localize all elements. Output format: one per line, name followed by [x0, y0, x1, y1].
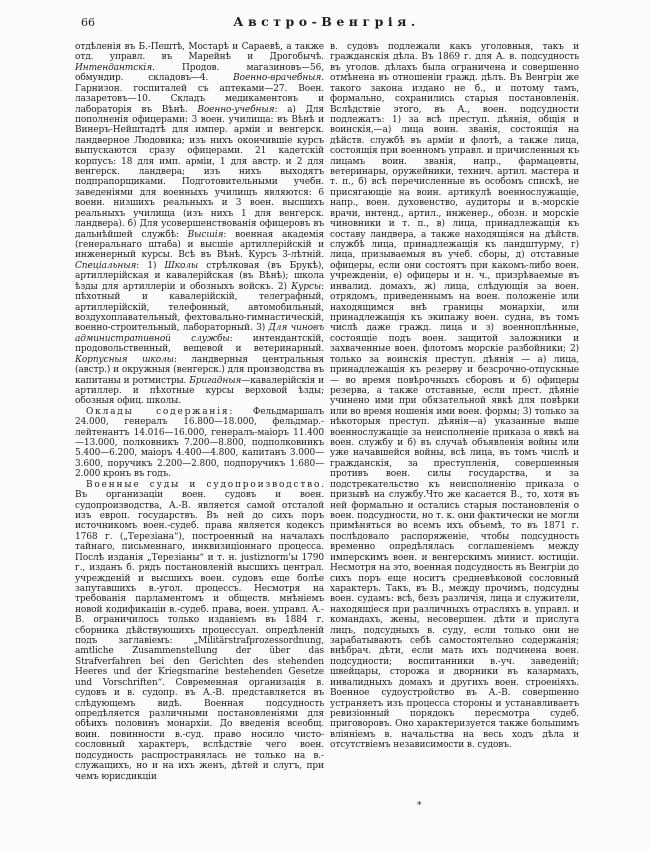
body-text: в. судовъ подлежали какъ уголовныя, такъ и гражданскія дѣла. Въ 1869 г. для А. в. подсудность въ уголов. дѣлахъ была ограничена и совершенно отмѣнена въ отношеніи гражд. дѣлъ. Въ Венгріи же такого закона издано не б., и потому тамъ, формально, сохранились старыя постановленія. Вслѣдствіе этого, въ А., воен. подсудности подлежатъ: 1) за всѣ преступ. дѣянія, общія и воинскія,—а) лица воин. званія, состоящія на дѣйств. службѣ въ арміи и флотѣ, а также лица, состоящія при военномъ управл. и причисленныя къ лицамъ воин. званія, напр., фармацевты, ветеринары, оружейники, технич. артил. мастера и т. п., б) всѣ перечисленные въ особомъ спискѣ, не присягающіе на воин. артикулѣ военнослужащіе, напр., воен. духовенство, аудиторы и в.-морскіе врачи, интенд., артил., инженер., обозн. и морскіе чиновники и т. п., в) лица, принадлежащія къ составу ландвера, а также находящіяся на дѣйств. службѣ лица, принадлежащія къ ландштурму, г) лица, призываемыя въ учеб. сборы, д) отставные офицеры, если они состоятъ при какомъ-либо воен. учрежденіи, е) офицеры и н. ч., призрѣваемые въ инвалид. домахъ, ж) лица, слѣдующія за воен. отрядомъ, приведеннымъ на воен. положеніе или находящимся внѣ границы монархіи, или принадлежащія къ экипажу воен. судна, въ томъ числѣ даже гражд. лица и з) военноплѣнные, состоящіе подъ воен. защитой заложники и захваченные воен. флотомъ морскіе разбойники; 2) только за воинскія преступ. дѣянія — а) лица, принадлежащія къ резерву и безсрочно-отпускные — во время повѣрочныхъ сборовъ и б) офицеры резерва, а также отставные, если прест. дѣяніе учинено ими при обязательной явкѣ для повѣрки или во время ношенія ими воен. формы; 3) только за нѣкоторыя преступ. дѣянія—а) указанные выше военнослужащіе за неисполненіе приказа о явкѣ на воен. службу и б) въ случаѣ объявленія войны или уже начавшейся войны, всѣ лица, въ томъ числѣ и гражданскія, за преступленія, совершенныя противъ воен. силы государства, и за подстрекательство къ неисполненію приказа о призывѣ на службу.Что же касается В., то, хотя въ ней формально и остались старыя постановленія о воен. подсудности, но т. к. они фактически не могли примѣняться во всемъ ихъ объемѣ, то въ 1871 г. послѣдовало распоряженіе, чтобы подсудность временно опредѣлялась соглашеніемъ между имперскимъ воен. и венгерскимъ минист. юстиціи. Несмотря на это, военная подсудность въ Венгріи до сихъ поръ еще носитъ средневѣковой сословный характеръ. Такъ, въ В., между прочимъ, подсудны воен. судамъ: всѣ, безъ различія, лица и служители, находящіеся при различныхъ отрасляхъ в. управл. и командахъ, жены, несовершен. дѣти и прислуга лицъ, подсудныхъ в. суду, если только они не зарабатываютъ себѣ самостоятельно содержанія; внѣбрач. дѣти, если мать ихъ подчинена воен. подсудности; воспитанники в.-уч. заведеній; швейцары, сторожа и дворники въ казармахъ, инвалидныхъ домахъ и другихъ воен. строеніяхъ. Военное судоустройство въ А.-В. совершенно устраняетъ изъ процесса стороны и устанавливаетъ ревизіонный порядокъ пересмотра судеб. приговоровъ. Оно характеризуется также большимъ вліяніемъ в. начальства на весь ходъ дѣла и отсутствіемъ независимости в. судовъ. — [330, 42, 579, 751]
paragraph — [330, 42, 579, 751]
body-text: : интендантскій, продовольственный, вещевой и ветеринарный. — [75, 333, 324, 355]
footnote-mark: * — [417, 801, 422, 811]
body-text: —кавалерійскія и артиллер. и пѣхотные курсы верховой ѣзды; обозныя офиц. школы. — [75, 375, 324, 407]
italic-text: Корпусныя школы — [75, 354, 174, 365]
body-text: : военная академія (генеральнаго штаба) и высшіе артиллерійскій и инженерный курсы. Всѣ въ Вѣнѣ. Курсъ 3-лѣтній. — [75, 229, 324, 261]
body-text: : 1) — [136, 260, 165, 271]
text-column-right — [330, 42, 579, 798]
italic-text: Для чиновъ административной службы — [75, 323, 324, 344]
section-heading-text: Оклады содержанія — [86, 406, 230, 417]
body-text: Гарнизон. госпиталей съ аптеками—27. Воен. лазаретовъ—10. Складъ медикаментовъ и лабораторія въ Вѣнѣ. — [75, 83, 324, 115]
italic-text: Военно-учебныя — [197, 104, 275, 115]
section-heading-text: Военные суды и судопроизводство — [86, 479, 322, 490]
paragraph — [75, 42, 324, 407]
italic-text: Бригадныя — [189, 375, 242, 386]
body-text: : ландверныя центральныя (австр.) и окружныя (венгерск.) для производства въ капитаны и ротмистры. — [75, 354, 324, 386]
italic-text: Школы — [164, 260, 199, 271]
body-text: : а) Для пополненія офицерами: 3 воен. училища: въ Вѣнѣ и Винеръ-Нейштадтѣ для импер. арміи и венгерск. ландверное Людовика; изъ нихъ окончившіе курсъ выпускаются сразу офицерами. 21 кадетскій корпусъ: 18 для имп. арміи, 1 для австр. и 2 для венгерск. ландвера; изъ нихъ выходятъ подпрапорщиками. Подготовительными учебн. заведеніями для военныхъ училищъ являются: 6 военн. низшихъ реальныхъ и 3 воен. высшихъ реальныхъ училища (изъ нихъ 1 для венгерск. ландвера). б) Для усовершенствованія офицеровъ въ дальнѣйшей службѣ: — [75, 104, 324, 240]
italic-text: Военно-врачебныя. — [233, 73, 324, 84]
body-text: стрѣлковая (въ Брукѣ), артиллерійская и кавалерійская (въ Вѣнѣ); школа ѣзды для артиллеріи и обозныхъ войскъ. 2) — [75, 260, 324, 292]
italic-text: Спеціальныя — [75, 260, 137, 271]
italic-text: Высшія — [187, 229, 224, 240]
body-text: отдѣленія въ Б.-Пештѣ, Мостарѣ и Сараевѣ, а также отд. управл. въ Марейнѣ и Дрогобычѣ. — [75, 42, 324, 63]
body-text: : пѣхотный и кавалерійскій, телеграфный, артиллерійскій, телефонный, автомобильный, воздухоплавательный, фехтовально-гимнастическій, военно-строительный, лабораторный. 3) — [75, 281, 324, 334]
italic-text: Курсы — [291, 281, 322, 292]
body-text: : Фельдмаршалъ 24.000, генералъ 16.800—18.000, фельдмар.-лейтенантъ 14.016—16.000, генералъ-маіоръ 11.400—13.000, полковникъ 7.200—8.800, подполковникъ 5.400—6.200, маіоръ 4.400—4.800, капитанъ 3.000—3.600, поручикъ 2.200—2.800, подпоручикъ 1.680—2.000 кронъ въ годъ. — [75, 406, 324, 480]
page-number: 66 — [81, 16, 95, 29]
italic-text: Интендантскія. — [75, 62, 155, 73]
paragraph — [75, 407, 324, 480]
body-text: . Въ организаціи воен. судовъ и воен. судопроизводства, А.-В. является самой отсталой изъ европ. государствъ. Въ ней до сихъ поръ источникомъ воен.-судеб. права является кодексъ 1768 г. („Терезіана“), построенный на началахъ тайнаго, письменнаго, инквизиціоннаго процесса. Послѣ изданія „Терезіаны“ и т. н. justiznorm'ы 1790 г., изданъ б. рядъ постановленій высшихъ централ. учрежденій и высшихъ воен. судовъ еще болѣе запутавшихъ в.-угол. процессъ. Несмотря на требованія парламентомъ и обществ. мнѣніемъ новой кодификаціи в.-судеб. права, воен. управл. А.-В. ограничилось только изданіемъ въ 1884 г. сборника дѣйствующихъ процессуал. опредѣленій подъ заглавіемъ: „Militärstrafprozessordnung, amtliche Zusammenstellung der über das Strafverfahren bei den Gerichten des stehenden Heeres und der Kriegsmarine bestehenden Gesetze und Vorschriften“. Современная организація в. судовъ и в. судопр. въ А.-В. представляется въ слѣдующемъ видѣ. Военная подсудность опредѣляется различными постановленіями для обѣихъ половинъ монархіи. До введенія всеобщ. воин. повинности в.-суд. право носило чисто-сословный характеръ, вслѣдствіе чего воен. подсудность распространялась не только на в.-служащихъ, но и на ихъ женъ, дѣтей и слугъ, при чемъ юрисдикціи — [75, 479, 324, 782]
running-title: Австро-Венгрія. — [233, 14, 420, 29]
page-header — [75, 14, 578, 34]
paragraph — [75, 480, 324, 782]
text-column-left — [75, 42, 324, 798]
body-text: Продов. магазиновъ—56, обмундир. складовъ—4. — [75, 62, 324, 84]
